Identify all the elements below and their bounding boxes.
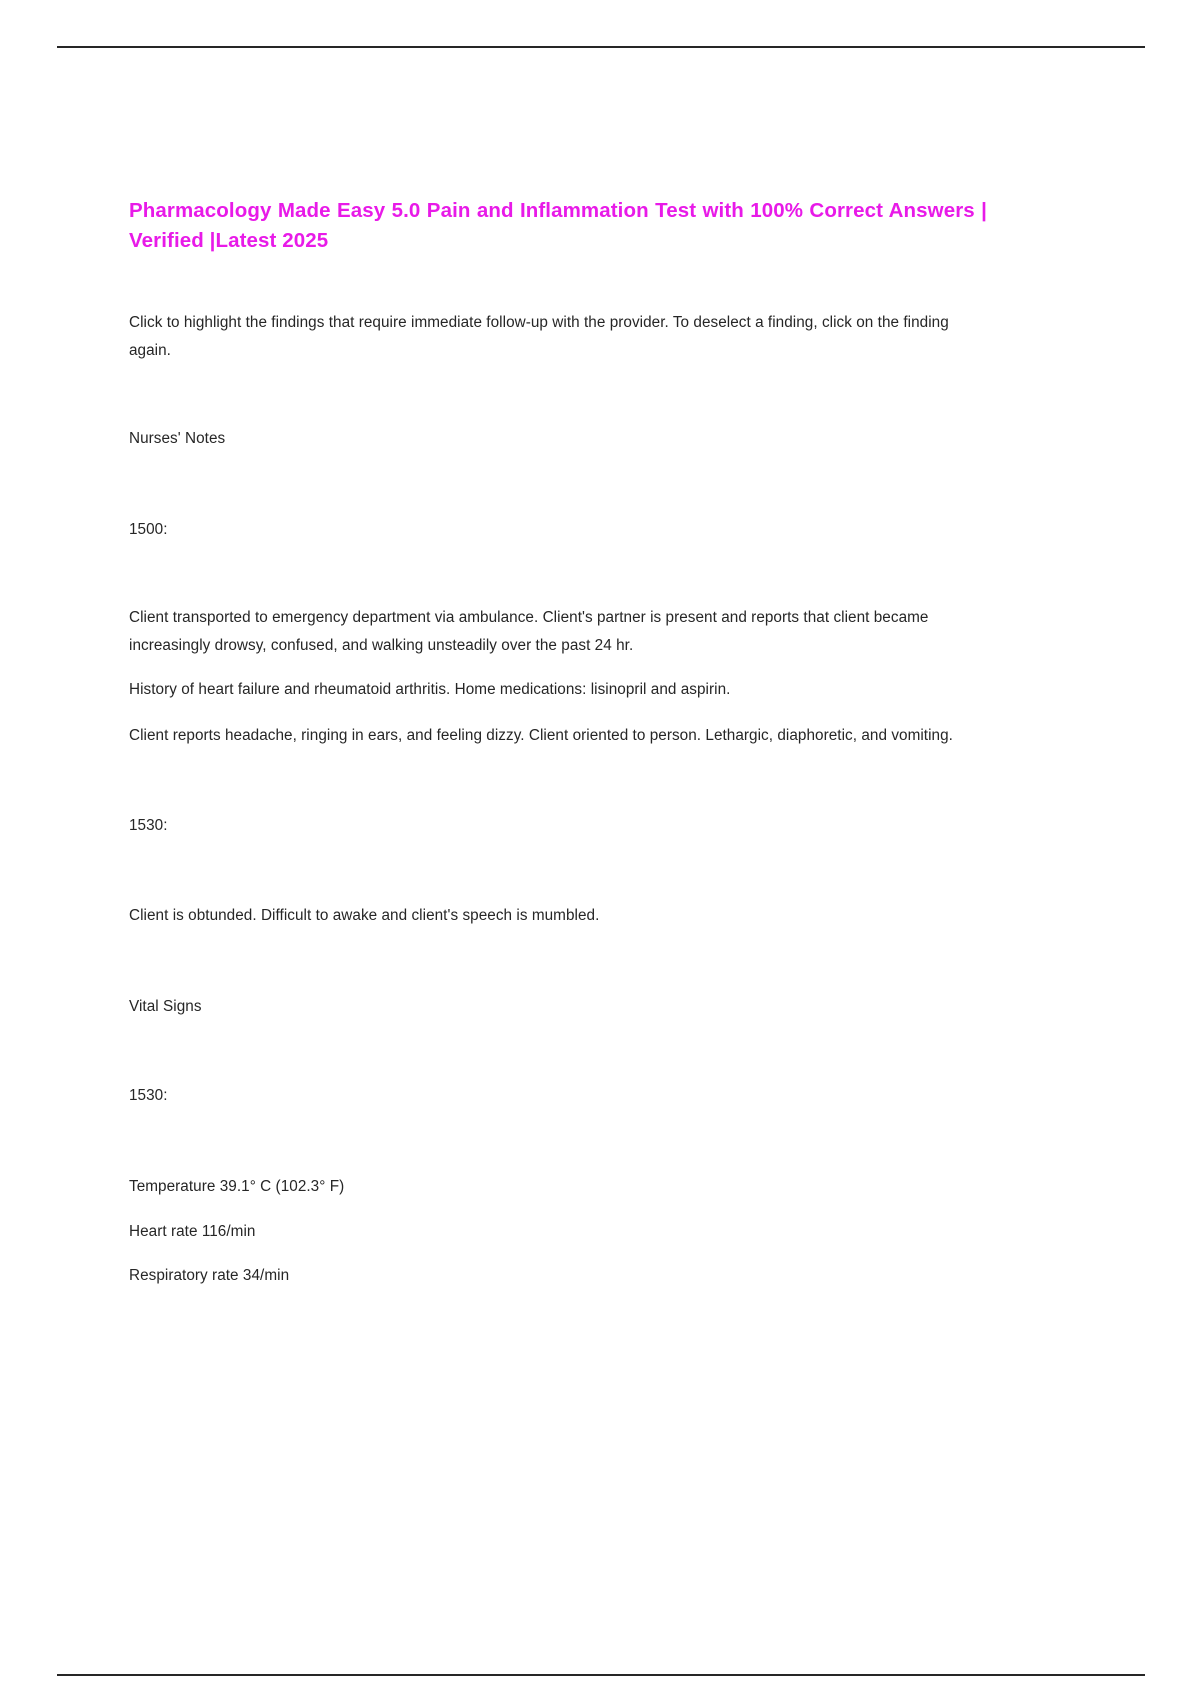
document-content xyxy=(129,0,987,1290)
vital-sign-respiratory-rate: Respiratory rate 34/min xyxy=(129,1266,290,1284)
vital-signs-heading: Vital Signs xyxy=(129,997,202,1015)
vital-signs-timestamp: 1530: xyxy=(129,1086,168,1104)
footer-divider xyxy=(57,1674,1145,1676)
nurses-note-timestamp-1530: 1530: xyxy=(129,817,168,835)
instruction-text: Click to highlight the findings that require immediate follow-up with the provider. To deselect a finding, click on the finding again. xyxy=(129,313,949,359)
vital-sign-heart-rate: Heart rate 116/min xyxy=(129,1222,256,1240)
vital-sign-temperature: Temperature 39.1° C (102.3° F) xyxy=(129,1178,345,1196)
nurses-note-paragraph: Client transported to emergency department via ambulance. Client's partner is present and reports that client became increasingly drowsy, confused, and walking unsteadily over the past 24 hr. xyxy=(129,608,929,655)
nurses-note-paragraph: Client is obtunded. Difficult to awake and client's speech is mumbled. xyxy=(129,907,600,925)
nurses-note-paragraph: History of heart failure and rheumatoid arthritis. Home medications: lisinopril and aspirin. xyxy=(129,681,731,699)
nurses-note-paragraph: Client reports headache, ringing in ears, and feeling dizzy. Client oriented to person. Lethargic, diaphoretic, and vomiting. xyxy=(129,726,953,744)
nurses-note-timestamp-1500: 1500: xyxy=(129,520,168,538)
nurses-notes-heading: Nurses' Notes xyxy=(129,430,226,448)
page-title: Pharmacology Made Easy 5.0 Pain and Inflammation Test with 100% Correct Answers | Verified |Latest 2025 xyxy=(129,199,987,253)
